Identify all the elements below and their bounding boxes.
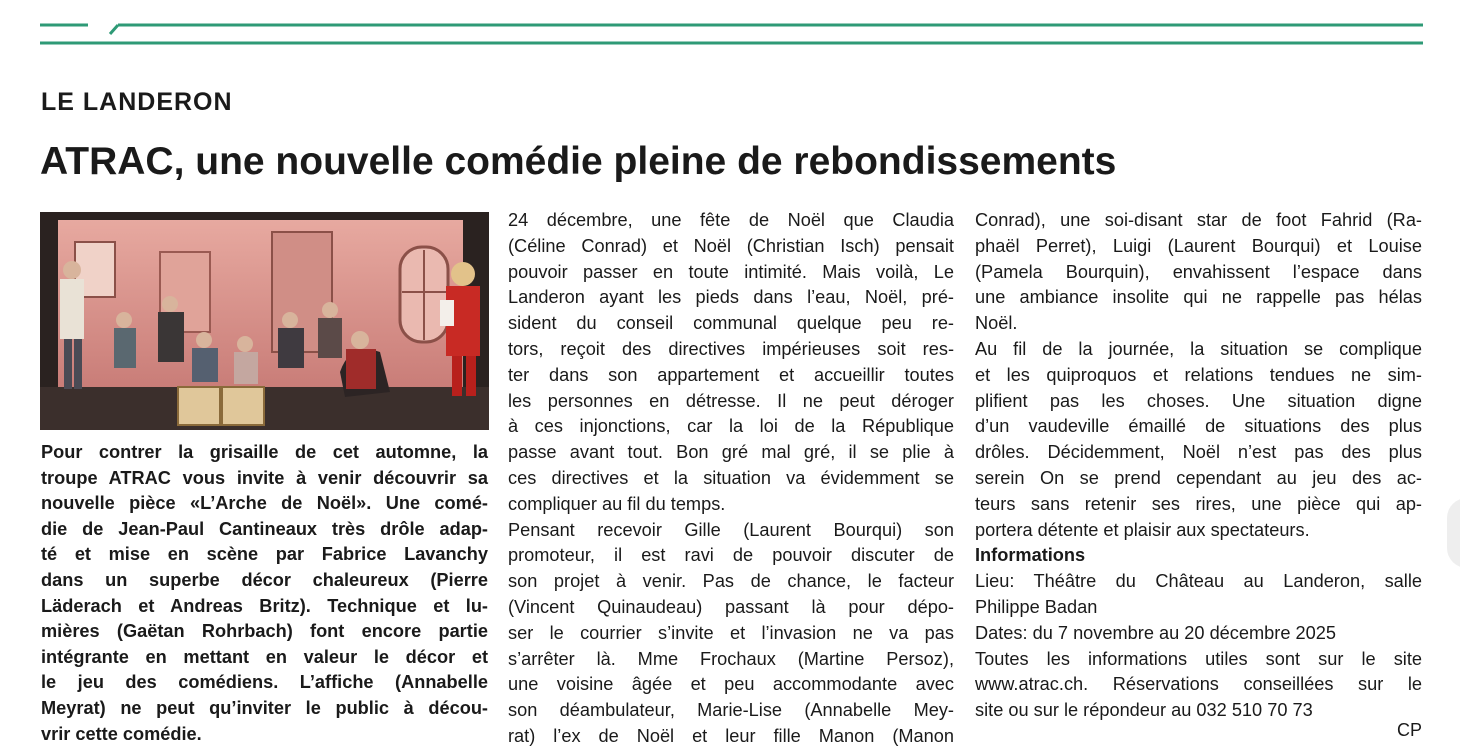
page-turn-handle[interactable] [1447, 498, 1460, 568]
text-line: (Pamela Bourquin), envahissent l’espace dans [975, 261, 1422, 282]
stage-photo [40, 212, 489, 430]
section-kicker: LE LANDERON [41, 88, 233, 116]
text-line: ser le courrier s’invite et l’invasion ne va pas [508, 622, 954, 643]
text-line: (Céline Conrad) et Noël (Christian Isch) pensait [508, 235, 954, 256]
text-line: les personnes en détresse. Il ne peut déroger [508, 390, 954, 411]
info-line: www.atrac.ch. Réservations conseillées sur le [975, 674, 1422, 695]
text-line: ces directives et la situation va évidemment se [508, 467, 954, 488]
photo-caption [41, 440, 488, 747]
info-line: Philippe Badan [975, 596, 1098, 617]
text-line: à ces injonctions, car la loi de la République [508, 416, 954, 437]
text-line: Landeron ayant les pieds dans l’eau, Noël, pré- [508, 287, 954, 308]
text-line: et les quiproquos et relations tendues ne sim- [975, 364, 1422, 385]
caption-line: dans un superbe décor chaleureux (Pierre [41, 569, 488, 590]
text-line: portera détente et plaisir aux spectateurs. [975, 519, 1310, 540]
text-line: phaël Perret), Luigi (Laurent Bourqui) et Louise [975, 235, 1422, 256]
info-heading: Informations [975, 545, 1086, 566]
text-line: rat) l’ex de Noël et leur fille Manon (Manon [508, 725, 954, 746]
article-headline: ATRAC, une nouvelle comédie pleine de rebondissements [40, 140, 1117, 183]
caption-line: nouvelle pièce «L’Arche de Noël». Une comé- [41, 493, 488, 514]
text-line: compliquer au fil du temps. [508, 493, 726, 514]
text-line: Pensant recevoir Gille (Laurent Bourqui) son [508, 519, 954, 540]
text-line: une voisine âgée et peu accommodante avec [508, 674, 954, 695]
header-rule [40, 22, 1423, 48]
info-line: Toutes les informations utiles sont sur le site [975, 648, 1422, 669]
article-column-2 [975, 208, 1422, 724]
text-line: serein On se prend cependant au jeu des ac- [975, 467, 1422, 488]
text-line: tors, reçoit des directives impérieuses soit res- [508, 338, 954, 359]
author-signature: CP [1396, 720, 1422, 740]
caption-line: vrir cette comédie. [41, 723, 202, 744]
text-line: pouvoir passer en toute intimité. Mais voilà, Le [508, 261, 954, 282]
text-line: s’arrêter là. Mme Frochaux (Martine Persoz), [508, 648, 954, 669]
caption-line: troupe ATRAC vous invite à venir découvrir sa [41, 467, 488, 488]
text-line: promoteur, il est ravi de pouvoir discuter de [508, 545, 954, 566]
text-line: son projet à venir. Pas de chance, le facteur [508, 571, 954, 592]
text-line: teurs sans retenir ses rires, une pièce qui ap- [975, 493, 1422, 514]
text-line: (Vincent Quinaudeau) passant là pour dépo- [508, 596, 954, 617]
caption-line: le jeu des comédiens. L’affiche (Annabelle [41, 672, 488, 693]
info-line: Dates: du 7 novembre au 20 décembre 2025 [975, 622, 1336, 643]
caption-line: mières (Gaëtan Rohrbach) font encore partie [41, 621, 488, 642]
text-line: son déambulateur, Marie-Lise (Annabelle Mey- [508, 700, 954, 721]
caption-line: Läderach et Andreas Britz). Technique et lu- [41, 595, 488, 616]
text-line: 24 décembre, une fête de Noël que Claudia [508, 210, 954, 230]
info-line: site ou sur le répondeur au 032 510 70 73 [975, 700, 1313, 721]
text-line: ter dans son appartement et accueillir toutes [508, 364, 954, 385]
text-line: d’un vaudeville émaillé de situations des plus [975, 416, 1422, 437]
caption-line: té et mise en scène par Fabrice Lavanchy [41, 544, 488, 565]
caption-line: intégrante en mettant en valeur le décor et [41, 646, 488, 667]
text-line: Noël. [975, 313, 1018, 334]
text-line: Conrad), une soi-disant star de foot Fahrid (Ra- [975, 210, 1422, 230]
text-line: drôles. Décidemment, Noël n’est pas des plus [975, 442, 1422, 463]
caption-line: die de Jean-Paul Cantineaux très drôle adap- [41, 518, 488, 539]
info-line: Lieu: Théâtre du Château au Landeron, salle [975, 571, 1422, 592]
text-line: plifient pas les choses. Une situation digne [975, 390, 1422, 411]
text-line: une ambiance insolite qui ne rappelle pas hélas [975, 287, 1422, 308]
article-column-1 [508, 208, 954, 750]
caption-line: Pour contrer la grisaille de cet automne, la [41, 442, 488, 462]
caption-line: Meyrat) ne peut qu’inviter le public à décou- [41, 697, 488, 718]
text-line: sident du conseil communal quelque peu re- [508, 313, 954, 334]
text-line: passe avant tout. Bon gré mal gré, il se plie à [508, 442, 954, 463]
text-line: Au fil de la journée, la situation se complique [975, 338, 1422, 359]
